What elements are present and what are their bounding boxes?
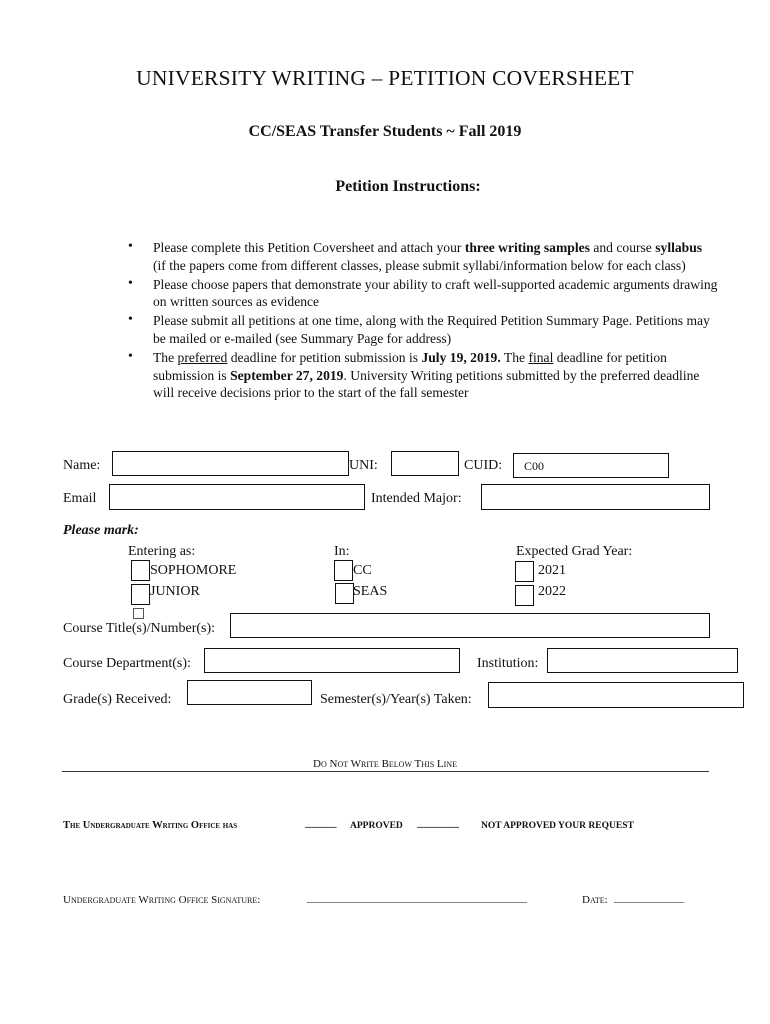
junior-checkbox[interactable] (131, 584, 150, 605)
grad-2022-checkbox[interactable] (515, 585, 534, 606)
institution-field[interactable] (547, 648, 738, 673)
instruction-item: • Please choose papers that demonstrate your ability to craft well-supported academic arguments drawing on written sources as evidence (128, 275, 718, 310)
email-field[interactable] (109, 484, 365, 510)
name-label: Name: (63, 458, 101, 473)
uni-field[interactable] (391, 451, 459, 476)
institution-label: Institution: (477, 656, 539, 671)
semester-label: Semester(s)/Year(s) Taken: (320, 692, 472, 707)
bullet-icon: • (128, 349, 133, 365)
document-title: UNIVERSITY WRITING – PETITION COVERSHEET (136, 66, 634, 90)
cc-label: CC (353, 563, 372, 578)
course-department-field[interactable] (204, 648, 460, 673)
seas-checkbox[interactable] (335, 583, 354, 604)
cuid-field[interactable]: C00 (513, 453, 669, 478)
instructions-list (128, 239, 718, 403)
intended-major-field[interactable] (481, 484, 710, 510)
grades-label: Grade(s) Received: (63, 692, 172, 707)
course-title-field[interactable] (230, 613, 710, 638)
in-label: In: (334, 544, 350, 559)
office-decision-text: The Undergraduate Writing Office has (63, 820, 238, 831)
sophomore-checkbox[interactable] (131, 560, 150, 581)
instruction-item: • Please submit all petitions at one time, along with the Required Petition Summary Page. Petitions may be mailed or e-mailed (see Summary Page for address) (128, 312, 710, 346)
major-label: Intended Major: (371, 491, 462, 506)
entering-as-label: Entering as: (128, 544, 196, 559)
divider-line (62, 771, 709, 772)
instruction-item: • The preferred deadline for petition submission is July 19, 2019. The final deadline for petition submission is September 27, 2019. University Writing petitions submitted by the preferred deadline will receive decisions prior to the start of the fall semester (128, 349, 700, 401)
grad-2021-checkbox[interactable] (515, 561, 534, 582)
document-subtitle: CC/SEAS Transfer Students ~ Fall 2019 (248, 123, 522, 140)
not-approved-label: NOT APPROVED YOUR REQUEST (481, 821, 634, 831)
approved-label: APPROVED (350, 821, 403, 831)
seas-label: SEAS (353, 584, 388, 599)
grad-year-label: Expected Grad Year: (516, 544, 633, 559)
bullet-icon: • (128, 275, 133, 291)
grad-2022-label: 2022 (538, 584, 566, 599)
not-approved-blank: ________ (417, 818, 459, 829)
extra-checkbox[interactable] (133, 608, 144, 619)
cuid-label: CUID: (464, 458, 503, 473)
bullet-icon: • (128, 239, 133, 254)
email-label: Email (63, 491, 97, 506)
date-line: ______________ (614, 893, 684, 904)
grades-field[interactable] (187, 680, 312, 705)
uni-label: UNI: (349, 458, 378, 473)
signature-line: ____________________________________________ (307, 893, 527, 904)
approved-blank: ______ (305, 818, 337, 829)
bullet-icon: • (128, 312, 133, 328)
cc-checkbox[interactable] (334, 560, 353, 581)
name-field[interactable] (112, 451, 349, 476)
grad-2021-label: 2021 (538, 563, 566, 578)
date-label: Date: (582, 894, 608, 906)
do-not-write-text: Do Not Write Below This Line (313, 758, 457, 770)
please-mark-label: Please mark: (63, 523, 139, 538)
signature-label: Undergraduate Writing Office Signature: (63, 894, 261, 906)
junior-label: JUNIOR (150, 584, 200, 599)
sophomore-label: SOPHOMORE (150, 563, 237, 578)
course-title-label: Course Title(s)/Number(s): (63, 621, 216, 636)
instruction-item: • Please complete this Petition Coversheet and attach your three writing samples and course syllabus (if the papers come from different classes, please submit syllabi/information below for each class) (128, 239, 703, 273)
semester-field[interactable] (488, 682, 744, 708)
course-department-label: Course Department(s): (63, 656, 191, 671)
instructions-heading: Petition Instructions: (335, 178, 481, 195)
